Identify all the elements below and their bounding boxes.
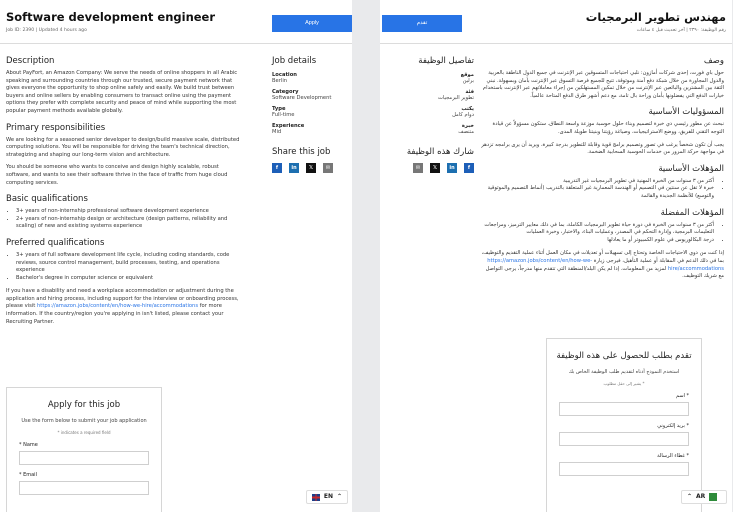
responsibilities-text-1: نبحث عن مطور رئيسي ذي خبرة لتصميم وبناء حلول حوسبة موزعة واسعة النطاق. ستكون مسؤولاً عن قيادة التوجه التقني للفريق، ووضع الاستراتيجيات، وصياغة رؤيتنا وبنيتنا طويلة المدى. [492,121,724,135]
application-form [546,338,702,512]
job-header [0,0,352,44]
job-details-heading: Job details [272,56,317,66]
job-page-arabic [380,0,732,512]
share-buttons [402,163,474,173]
mail-icon[interactable]: ✉ [413,163,423,173]
detail-value-category: تطوير البرمجيات [438,95,474,101]
accommodation-link[interactable]: https://amazon.jobs/content/en/how-we-hire/accommodations [487,257,724,272]
share-heading: Share this job [272,147,331,157]
job-header [380,0,732,44]
basic-qualifications-list [479,178,724,201]
language-switcher[interactable] [681,490,727,504]
form-title: تقدم بطلب للحصول على هذه الوظيفة [556,351,692,361]
detail-value-experience: متنصف [458,129,474,135]
detail-label-experience: Experience [272,123,305,129]
preferred-qualifications-heading: المؤهلات المفضلة [660,207,724,218]
apply-button[interactable]: تقدم [382,15,462,32]
responsibilities-heading: المسؤوليات الأساسية [648,107,724,118]
accommodation-text [479,250,724,280]
list-item: • أكثر من ٣ سنوات من الخبرة المهنية في تطوير البرمجيات غير التدريبية [479,178,714,186]
detail-value-experience: Mid [272,129,282,135]
language-label: AR [696,493,706,500]
description-heading: Description [6,56,55,66]
email-label: * Email [19,472,37,478]
name-input[interactable] [559,402,689,416]
name-input[interactable] [19,451,149,465]
detail-value-type: دوام كامل [452,112,474,118]
x-icon[interactable]: 𝕏 [430,163,440,173]
cover-letter-label: * غطاء الرسالة [657,453,689,459]
form-description: Use the form below to submit your job application [21,418,147,424]
apply-button[interactable]: Apply [272,15,352,32]
detail-value-category: Software Development [272,95,332,101]
preferred-qualifications-list [6,252,244,282]
job-title: Software development engineer [6,10,216,24]
accommodation-text-post: لمزيد من المعلومات. إذا لم يكن البلد/المنطقة التي تتقدم منها مدرجاً، يرجى التواصل مع شريك التوظيف. [485,265,724,280]
basic-qualifications-heading: Basic qualifications [6,194,88,205]
job-details-sidebar [272,56,344,173]
facebook-icon[interactable]: f [272,163,282,173]
job-page-english [0,0,352,512]
detail-label-category: Category [272,89,299,95]
accommodation-text-pre: If you have a disability and need a workplace accommodation or adjustment during the application and hiring process, including support for the interview or onboarding process, please visit [6,288,239,310]
description-heading: وصف [703,56,724,66]
detail-label-type: يكتب [461,106,474,112]
list-item: • 3+ years of full software development life cycle, including coding standards, code reviews, source control management, build processes, testing, and operations experience [16,252,244,275]
responsibilities-heading: Primary responsibilities [6,122,106,133]
accommodation-text-pre: إذا كنت من ذوي الاحتياجات الخاصة وتحتاج إلى تسهيلات أو تعديلات في مكان العمل أثناء عملية التقديم والتوظيف، بما في ذلك الدعم في المقابلة أو عملية التأهيل، فيرجى زيارة [481,250,724,264]
job-details-sidebar [402,56,474,173]
language-label: EN [323,493,333,500]
responsibilities-text-2: You should be someone who wants to conceive and design highly scalable, robust software, and wants to see their software thrive in the face of traffic from huge cloud computing services. [6,164,228,186]
form-required-note: * indicates a required field [57,430,111,435]
arabic-flag-icon [709,493,717,501]
x-icon[interactable]: 𝕏 [306,163,316,173]
chevron-up-icon: ⌃ [336,493,342,500]
language-switcher[interactable] [306,490,348,504]
accommodation-link[interactable]: https://amazon.jobs/content/en/how-we-hire/accommodations [37,303,199,310]
list-item: • خبرة لا تقل عن سنتين في التصميم أو الهندسة المعمارية غير المتعلقة بالتدريب (أنماط التصميم والموثوقية والتوسع) للأنظمة الجديدة والقائمة [479,185,714,200]
detail-value-type: Full-time [272,112,295,118]
detail-label-experience: خبرة [461,123,474,129]
form-description: استخدم النموذج أدناه لتقديم طلب الوظيفة الخاص بك [568,369,680,375]
detail-label-type: Type [272,106,286,112]
email-input[interactable] [559,432,689,446]
share-buttons [272,163,344,173]
email-input[interactable] [19,481,149,495]
linkedin-icon[interactable]: in [289,163,299,173]
job-description-column [6,56,244,331]
name-label: * اسم [676,393,689,399]
list-item: • 3+ years of non-internship professional software development experience [16,208,244,216]
facebook-icon[interactable]: f [464,163,474,173]
form-title: Apply for this job [47,400,121,410]
list-item: • درجة البكالوريوس في علوم الكمبيوتر أو ما يعادلها [479,237,714,245]
basic-qualifications-list [6,208,244,231]
description-text: About PayFort, an Amazon Company: We serve the needs of online shoppers in all Arabic speaking and surrounding countries through our trusted, secure payment network that gives everyone the opportunity to shop online safely and easily. We build trust between buyers and online sellers by enabling consumers to transact online using the payment options they prefer with complete security and peace of mind while supporting the most popular payment methods available globally. [6,70,238,114]
accommodation-text-post: for more information. If the country/region you're applying in isn't listed, please contact your Recruiting Partner. [6,303,224,325]
share-heading: شارك هذه الوظيفة [406,147,474,157]
linkedin-icon[interactable]: in [447,163,457,173]
accommodation-text [6,288,244,326]
detail-value-location: Berlin [272,78,288,84]
name-label: * Name [19,442,38,448]
list-item: • أكثر من ٣ سنوات من الخبرة في دورة حياة تطوير البرمجيات الكاملة، بما في ذلك معايير الترميز، ومراجعات التعليمات البرمجية، وإدارة التحكم في المصدر، وعمليات البناء، والاختبار، وخبرة العمليات [479,222,714,237]
job-meta: رقم الوظيفة: ٢٣٩٠ | آخر تحديث قبل ٤ ساعات [636,28,726,33]
uk-flag-icon [312,494,320,501]
detail-label-location: موقع [460,72,474,78]
detail-label-location: Location [272,72,297,78]
description-text: حول باي فورت، إحدى شركات أمازون: نلبي احتياجات المتسوقين عبر الإنترنت في جميع الدول الناطقة بالعربية والدول المجاورة من خلال شبكة دفع آمنة وموثوقة، تتيح للجميع فرصة التسوق عبر الإنترنت بأمان وبسهولة. نبني الثقة بين المشترين والبائعين عبر الإنترنت من خلال تمكين المستهلكين من إجراء معاملاتهم عبر الإنترنت باستخدام خيارات الدفع التي يفضلونها بأمان وراحة بال تامة، مع دعم أشهر طرق الدفع المتاحة عالمياً. [482,70,724,99]
cover-letter-input[interactable] [559,462,689,476]
preferred-qualifications-list [479,222,724,245]
responsibilities-text-2: يجب أن تكون شخصاً يرغب في تصور وتصميم برامج قوية وقابلة للتطوير بدرجة كبيرة، ويريد أن يرى برامجه تزدهر في مواجهة حركة المرور من خدمات الحوسبة السحابية الضخمة. [481,141,724,156]
form-required-note: * يشير إلى حقل مطلوب [603,381,645,386]
job-details-heading: تفاصيل الوظيفة [418,56,474,66]
job-description-column [479,56,724,286]
application-form [6,387,162,512]
responsibilities-text-1: We are looking for a seasoned senior developer to design/build massive scale, distributed computing solutions. You will be responsible for driving the team's technical direction, strategizing and shaping our long-term vision and architecture. [6,136,240,158]
chevron-up-icon: ⌃ [687,493,693,500]
job-meta: Job ID: 2390 | Updated 4 hours ago [6,28,87,33]
list-item: • Bachelor's degree in computer science or equivalent [16,275,244,283]
detail-label-category: فئة [465,89,474,95]
detail-value-location: برلين [462,78,474,84]
basic-qualifications-heading: المؤهلات الأساسية [658,163,724,174]
mail-icon[interactable]: ✉ [323,163,333,173]
list-item: • 2+ years of non-internship design or architecture (design patterns, reliability and scaling) of new and existing systems experience [16,216,244,231]
preferred-qualifications-heading: Preferred qualifications [6,237,105,248]
job-title: مهندس تطوير البرمجيات [585,10,726,24]
email-label: * بريد إلكتروني [657,423,689,429]
